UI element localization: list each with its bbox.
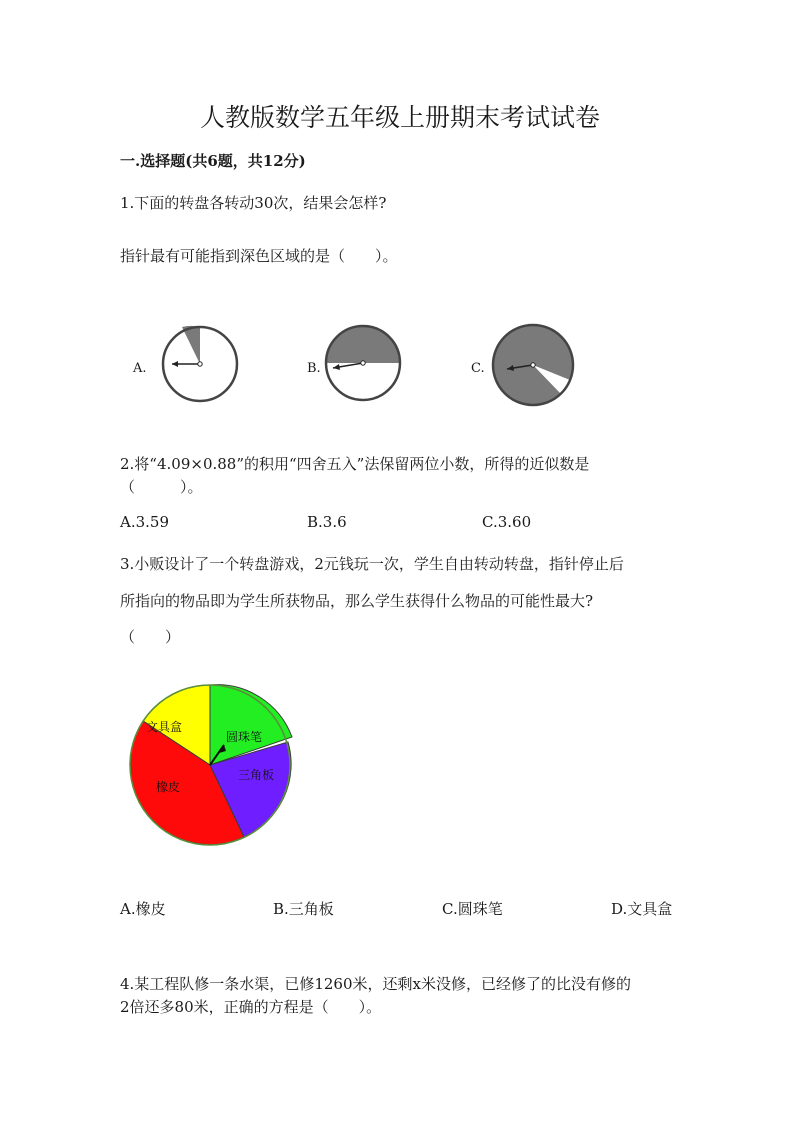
- question-1-text: 1.下面的转盘各转动30次，结果会怎样?: [120, 194, 387, 212]
- q2-option-b: B.3.6: [307, 513, 347, 531]
- section-heading: 一.选择题(共6题，共12分): [120, 152, 306, 170]
- prize-spinner-figure: [128, 683, 292, 847]
- q3-option-d: D.文具盒: [611, 900, 673, 918]
- q2-option-c: C.3.60: [482, 513, 532, 531]
- spinner-c-figure: [490, 322, 578, 410]
- q3-option-a: A.橡皮: [120, 900, 166, 918]
- page-title: 人教版数学五年级上册期末考试试卷: [199, 103, 600, 132]
- question-3-text-line3: （ ）: [120, 628, 181, 646]
- label-ballpoint-pen: 圆珠笔: [225, 730, 263, 744]
- spinner-b-dark-half: [326, 326, 400, 363]
- label-stationery-box: 文具盒: [145, 720, 183, 734]
- q2-option-a: A.3.59: [120, 513, 169, 531]
- question-2-text-line1: 2.将“4.09×0.88”的积用“四舍五入”法保留两位小数，所得的近似数是: [120, 455, 590, 473]
- q3-option-c: C.圆珠笔: [442, 900, 503, 918]
- question-4-text-line2: 2倍还多80米，正确的方程是（ ）。: [120, 998, 382, 1016]
- spinner-a-figure: [160, 323, 244, 407]
- question-1-prompt: 指针最有可能指到深色区域的是（ ）。: [120, 247, 398, 265]
- question-3-text-line1: 3.小贩设计了一个转盘游戏，2元钱玩一次，学生自由转动转盘，指针停止后: [120, 555, 624, 573]
- q1-option-c-label: C.: [471, 361, 485, 376]
- label-triangle-ruler: 三角板: [237, 768, 275, 782]
- q1-option-b-label: B.: [307, 361, 321, 376]
- question-3-text-line2: 所指向的物品即为学生所获物品，那么学生获得什么物品的可能性最大?: [120, 592, 594, 610]
- spinner-b-figure: [323, 323, 407, 407]
- question-2-text-line2: （ ）。: [120, 478, 203, 496]
- q1-option-a-label: A.: [133, 361, 147, 376]
- question-4-text-line1: 4.某工程队修一条水渠，已修1260米，还剩x米没修，已经修了的比没有修的: [120, 975, 631, 993]
- label-eraser: 橡皮: [155, 780, 181, 794]
- q3-option-b: B.三角板: [273, 900, 334, 918]
